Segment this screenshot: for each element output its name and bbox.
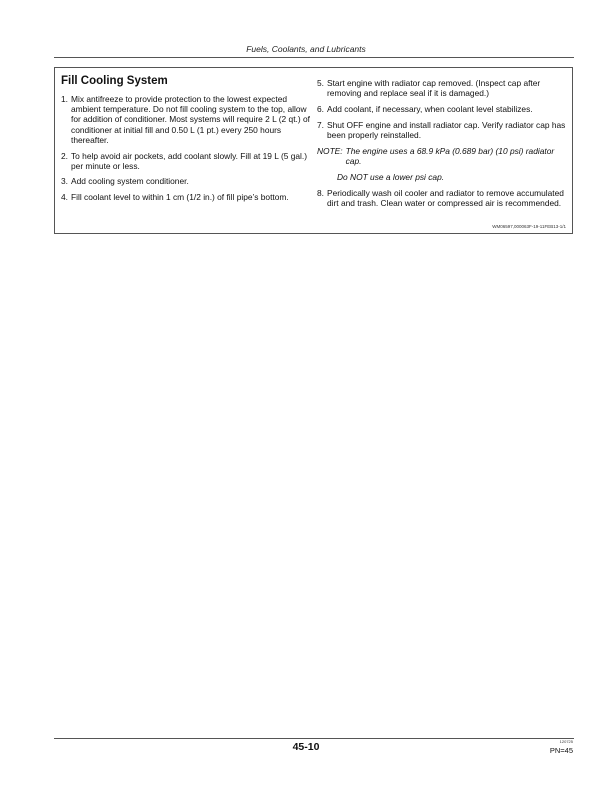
step-number: 1. xyxy=(61,94,68,104)
step-text: Shut OFF engine and install radiator cap. Verify radiator cap has been properly reinstalled. xyxy=(327,119,566,140)
step-text: To help avoid air pockets, add coolant slowly. Fill at 19 L (5 gal.) per minute or less. xyxy=(71,150,308,171)
step-text: Start engine with radiator cap removed. (Inspect cap after removing and replace seal if it is damaged.) xyxy=(327,78,541,99)
final-step-list xyxy=(317,188,567,208)
page-number: 45-10 xyxy=(292,741,320,753)
right-step-list xyxy=(317,78,567,140)
step-text: Fill coolant level to within 1 cm (1/2 in.) of fill pipe’s bottom. xyxy=(71,192,289,203)
step-text: Mix antifreeze to provide protection to the lowest expected ambient temperature. Do not fill cooling system to the top, allow for addition of conditioner. Most systems will require 2 L (2 qt.) of conditioner at initial fill and 0.50 L (1 pt.) every 250 hours thereafter. xyxy=(71,94,310,145)
left-step-list xyxy=(61,94,313,202)
reference-code: WM06597,000063F-19-11FEB13-1/1 xyxy=(492,224,566,229)
procedure-box xyxy=(54,67,573,234)
running-header: Fuels, Coolants, and Lubricants xyxy=(246,44,366,54)
step-item xyxy=(61,192,313,202)
step-item xyxy=(61,94,313,145)
footer-divider xyxy=(54,738,574,739)
step-number: 8. xyxy=(317,187,324,198)
section-title: Fill Cooling System xyxy=(61,75,168,87)
step-number: 3. xyxy=(61,176,68,187)
header-divider xyxy=(54,57,574,58)
step-number: 4. xyxy=(61,192,68,203)
note-text: The engine uses a 68.9 kPa (0.689 bar) (10 psi) radiator cap. xyxy=(345,145,555,166)
pn-label: PN=45 xyxy=(549,746,573,755)
step-number: 2. xyxy=(61,150,68,161)
note-block xyxy=(317,146,567,183)
step-item xyxy=(317,188,567,208)
step-item xyxy=(61,151,313,171)
note-label: NOTE: xyxy=(317,145,343,156)
footer-code: 120725 xyxy=(559,739,573,744)
step-text: Add coolant, if necessary, when coolant level stabilizes. xyxy=(327,103,533,114)
step-item xyxy=(317,78,567,98)
step-item xyxy=(317,120,567,140)
step-number: 5. xyxy=(317,78,324,88)
step-number: 6. xyxy=(317,103,324,114)
step-text: Add cooling system conditioner. xyxy=(71,176,189,187)
step-item xyxy=(61,176,313,186)
note-subtext: Do NOT use a lower psi cap. xyxy=(337,171,445,182)
right-column xyxy=(317,78,567,214)
step-item xyxy=(317,104,567,114)
step-number: 7. xyxy=(317,119,324,130)
step-text: Periodically wash oil cooler and radiator to remove accumulated dirt and trash. Clean water or compressed air is recommended. xyxy=(327,187,564,208)
left-column xyxy=(61,75,313,208)
